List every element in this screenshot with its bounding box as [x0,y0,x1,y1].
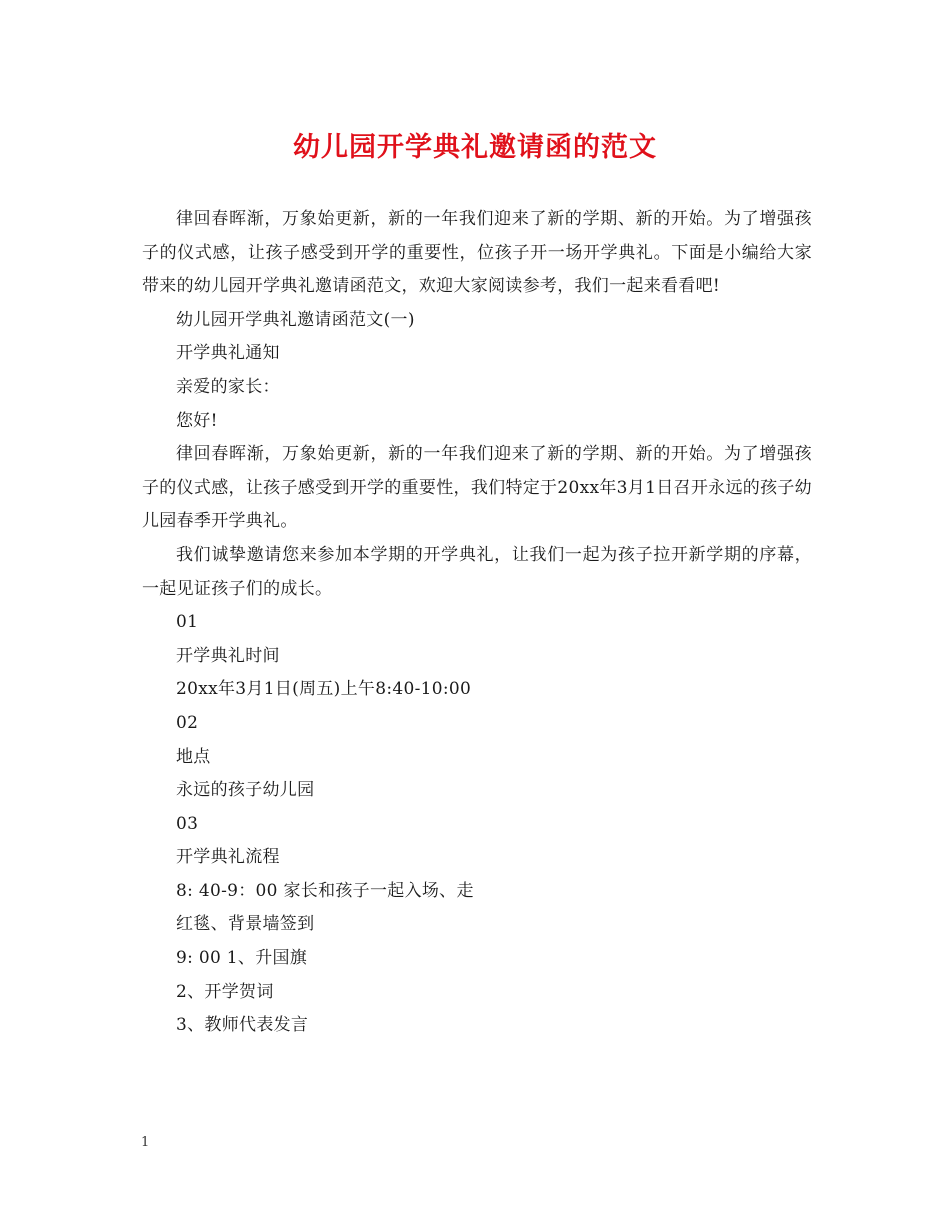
section-heading: 幼儿园开学典礼邀请函范文(一) [176,309,415,330]
schedule-line: 8: 40-9：00 家长和孩子一起入场、走 [176,880,474,901]
salutation: 亲爱的家长： [176,376,280,397]
item-number-01: 01 [176,612,199,633]
location-heading: 地点 [176,746,211,767]
intro-paragraph: 律回春晖渐，万象始更新，新的一年我们迎来了新的学期、新的开始。为了增强孩子的仪式感，让孩子感受到开学的重要性，位孩子开一场开学典礼。下面是小编给大家带来的幼儿园开学典礼邀请函范文，欢迎大家阅读参考，我们一起来看看吧! [142,209,812,297]
item-number-03: 03 [176,813,199,834]
location-value: 永远的孩子幼儿园 [176,780,315,801]
greeting: 您好! [176,410,218,431]
schedule-line: 2、开学贺词 [176,981,274,1002]
schedule-line: 9: 00 1、升国旗 [176,948,308,969]
notice-title: 开学典礼通知 [176,343,280,364]
document-title: 幼儿园开学典礼邀请函的范文 [293,132,657,163]
document-body [142,203,812,1043]
schedule-heading: 开学典礼流程 [176,847,280,868]
item-number-02: 02 [176,712,199,733]
time-heading: 开学典礼时间 [176,645,280,666]
invitation-paragraph: 我们诚挚邀请您来参加本学期的开学典礼，让我们一起为孩子拉开新学期的序幕，一起见证孩子们的成长。 [142,544,812,599]
schedule-line: 3、教师代表发言 [176,1015,309,1036]
notice-paragraph: 律回春晖渐，万象始更新，新的一年我们迎来了新的学期、新的开始。为了增强孩子的仪式感，让孩子感受到开学的重要性，我们特定于20xx年3月1日召开永远的孩子幼儿园春季开学典礼。 [142,444,812,532]
page-number: 1 [141,1135,150,1150]
time-value: 20xx年3月1日(周五)上午8:40-10:00 [176,679,472,700]
schedule-line: 红毯、背景墙签到 [176,914,315,935]
